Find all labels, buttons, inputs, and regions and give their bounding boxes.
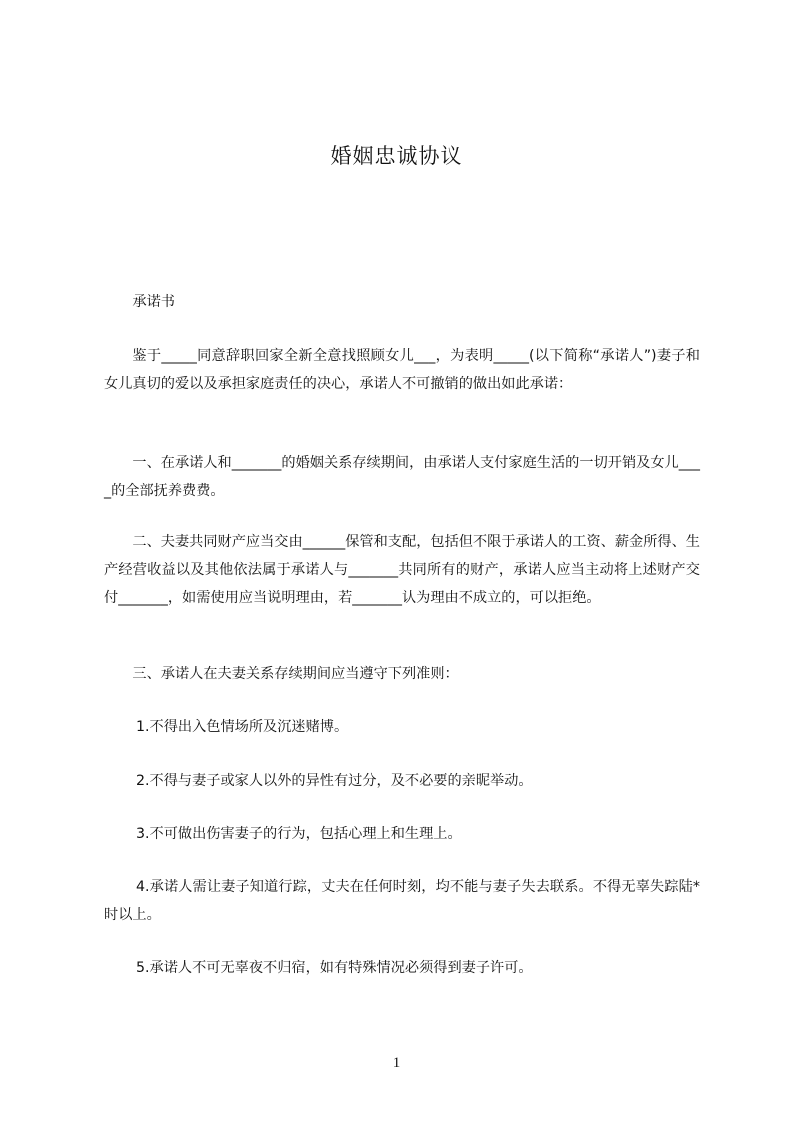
list-item-rule-4: 4.承诺人需让妻子知道行踪，丈夫在任何时刻，均不能与妻子失去联系。不得无辜失踪陆*时以上。 [104, 879, 700, 923]
document-heading: 承诺书 [132, 294, 175, 310]
list-item-rule-3: 3.不可做出伤害妻子的行为，包括心理上和生理上。 [136, 826, 462, 842]
list-item-rule-2: 2.不得与妻子或家人以外的异性有过分，及不必要的亲昵举动。 [136, 773, 533, 789]
paragraph-clause-one: 一、在承诺人和_______的婚姻关系存续期间，由承诺人支付家庭生活的一切开销及女儿____的全部抚养费费。 [104, 455, 700, 499]
list-item-rule-1: 1.不得出入色情场所及沉迷赌博。 [136, 719, 349, 735]
paragraph-clause-three: 三、承诺人在夫妻关系存续期间应当遵守下列准则： [132, 666, 459, 682]
page-number: 1 [392, 1055, 401, 1071]
document-title: 婚姻忠诚协议 [330, 144, 463, 168]
paragraph-recital: 鉴于_____同意辞职回家全新全意找照顾女儿___，为表明_____(以下简称“承诺人”)妻子和女儿真切的爱以及承担家庭责任的决心，承诺人不可撤销的做出如此承诺： [104, 348, 700, 392]
paragraph-clause-two: 二、夫妻共同财产应当交由______保管和支配，包括但不限于承诺人的工资、薪金所得、生产经营收益以及其他依法属于承诺人与_______共同所有的财产，承诺人应当主动将上述财产交付_______，如需使用应当说明理由，若_______认为理由不成立的，可以拒绝。 [104, 534, 700, 606]
list-item-rule-5: 5.承诺人不可无辜夜不归宿，如有特殊情况必须得到妻子许可。 [136, 960, 533, 976]
